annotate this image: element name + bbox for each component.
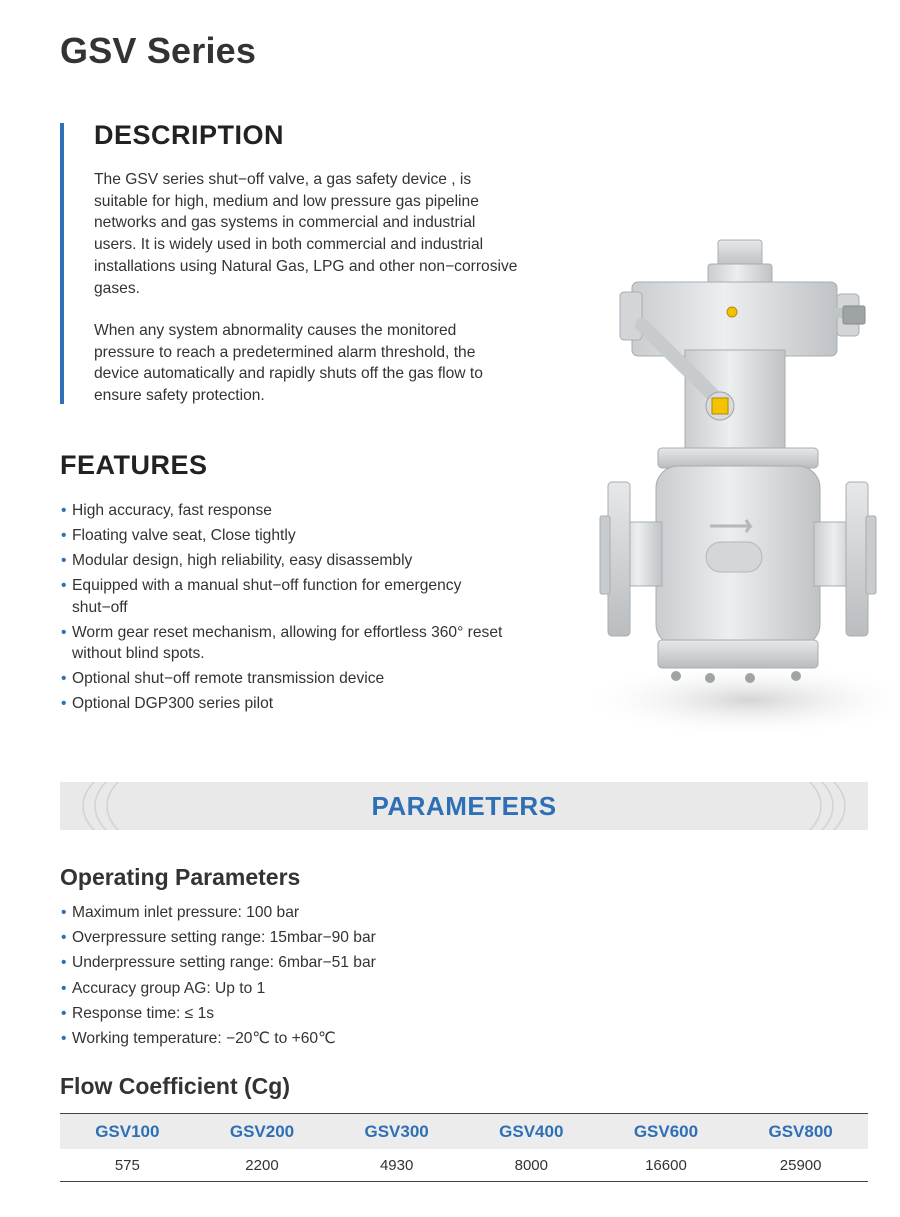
parameters-banner	[60, 782, 868, 830]
features-heading: FEATURES	[60, 450, 208, 480]
table-header-cell: GSV800	[733, 1114, 868, 1150]
feature-item: • Modular design, high reliability, easy disassembly	[61, 550, 511, 572]
parameter-item: • Overpressure setting range: 15mbar−90 bar	[61, 927, 561, 948]
description-paragraph-1: The GSV series shut−off valve, a gas safety device , is suitable for high, medium and low pressure gas pipeline networks and gas systems in commercial and industrial users. It is widely used in both commercial and industrial installations using Natural Gas, LPG and other non−corrosive gases.	[94, 171, 518, 297]
valve-product-image	[560, 230, 900, 750]
parameters-heading: PARAMETERS	[371, 791, 557, 821]
feature-item: • Worm gear reset mechanism, allowing for effortless 360° reset without blind spots.	[61, 622, 511, 665]
feature-item: • Optional DGP300 series pilot	[61, 693, 511, 715]
table-cell: 575	[60, 1149, 195, 1182]
parameter-item: • Response time: ≤ 1s	[61, 1003, 561, 1024]
feature-item: • Optional shut−off remote transmission device	[61, 668, 511, 690]
feature-item: • Floating valve seat, Close tightly	[61, 525, 511, 547]
operating-parameters-list	[61, 902, 561, 1053]
table-cell: 4930	[329, 1149, 464, 1182]
table-header-cell: GSV300	[329, 1114, 464, 1150]
table-header-cell: GSV200	[195, 1114, 330, 1150]
table-cell: 8000	[464, 1149, 599, 1182]
table-cell: 25900	[733, 1149, 868, 1182]
flow-coefficient-table	[60, 1113, 868, 1182]
table-row	[60, 1149, 868, 1182]
table-header-cell: GSV600	[599, 1114, 734, 1150]
feature-item: • High accuracy, fast response	[61, 500, 511, 522]
description-paragraph-2: When any system abnormality causes the monitored pressure to reach a predetermined alarm threshold, the device automatically and rapidly shuts off the gas flow to ensure safety protection.	[94, 322, 483, 405]
parameter-item: • Maximum inlet pressure: 100 bar	[61, 902, 561, 923]
description-accent-bar	[60, 123, 64, 404]
parameter-item: • Working temperature: −20℃ to +60℃	[61, 1028, 561, 1049]
table-header-cell: GSV100	[60, 1114, 195, 1150]
features-list	[61, 500, 511, 718]
operating-parameters-heading: Operating Parameters	[60, 864, 301, 890]
parameter-item: • Accuracy group AG: Up to 1	[61, 978, 561, 999]
table-header-row	[60, 1114, 868, 1150]
table-cell: 2200	[195, 1149, 330, 1182]
table-cell: 16600	[599, 1149, 734, 1182]
parameter-item: • Underpressure setting range: 6mbar−51 bar	[61, 952, 561, 973]
page-title: GSV Series	[60, 30, 257, 71]
flow-coefficient-heading: Flow Coefficient (Cg)	[60, 1073, 290, 1099]
feature-item: • Equipped with a manual shut−off function for emergency shut−off	[61, 575, 511, 618]
table-header-cell: GSV400	[464, 1114, 599, 1150]
description-heading: DESCRIPTION	[94, 120, 285, 150]
